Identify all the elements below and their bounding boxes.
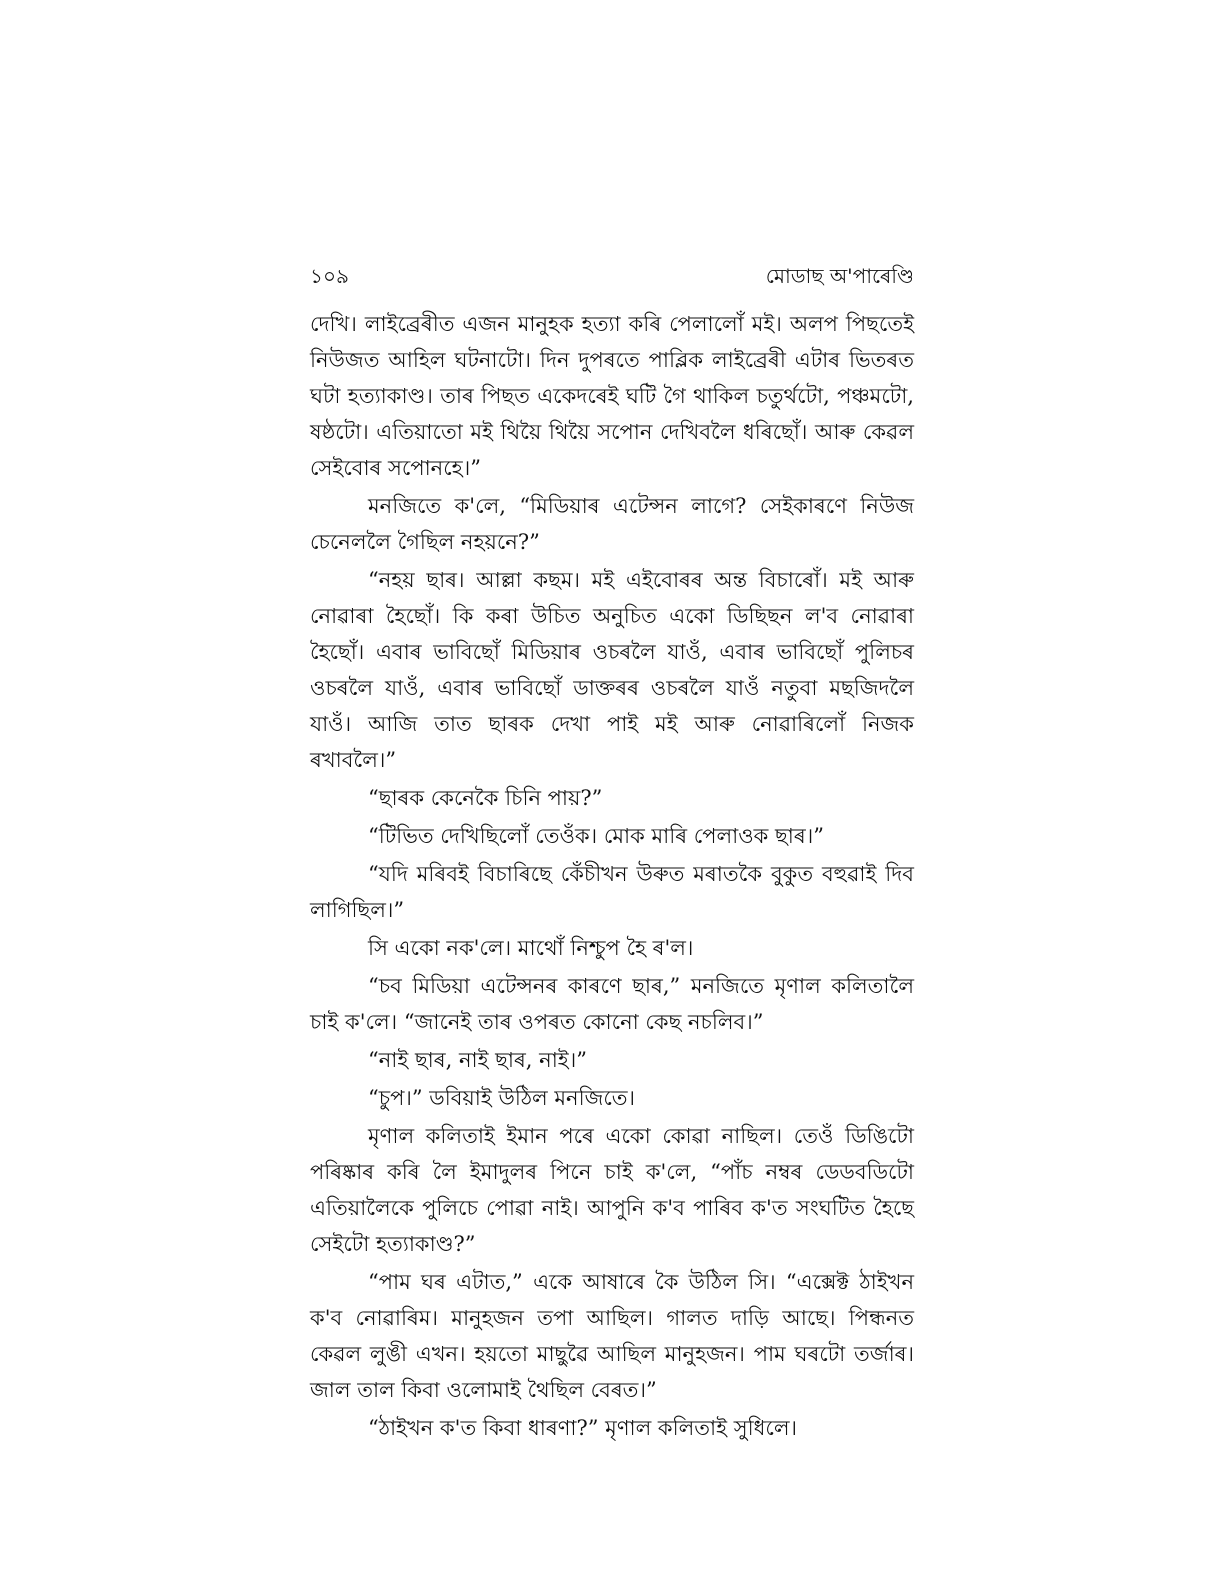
running-title: মোডাছ অ'পাৰেণ্ডি — [765, 264, 914, 288]
page-number: ১০৯ — [310, 264, 349, 288]
paragraph-6: “যদি মৰিবই বিচাৰিছে কেঁচীখন উৰুত মৰাতকৈ বুকুত বহুৱাই দিব লাগিছিল।” — [310, 862, 914, 922]
paragraph-8: “চব মিডিয়া এটেন্সনৰ কাৰণে ছাৰ,” মনজিতে মৃণাল কলিতালৈ চাই ক'লে। “জানেই তাৰ ওপৰত কোনো কেছ নচলিব।” — [310, 974, 914, 1034]
paragraph-7: সি একো নক'লে। মাথোঁ নিশ্চুপ হৈ ৰ'ল। — [368, 936, 694, 960]
paragraph-13: “ঠাইখন ক'ত কিবা ধাৰণা?” মৃণাল কলিতাই সুধিলে। — [368, 1416, 797, 1440]
paragraph-5: “টিভিত দেখিছিলোঁ তেওঁক। মোক মাৰি পেলাওক ছাৰ।” — [368, 824, 824, 848]
paragraph-10: “চুপ।” ডবিয়াই উঠিল মনজিতে। — [368, 1086, 636, 1110]
page-header — [310, 262, 914, 292]
paragraph-3: “নহয় ছাৰ। আল্লা কছম। মই এইবোৰৰ অন্ত বিচাৰোঁ। মই আৰু নোৱাৰা হৈছোঁ। কি কৰা উচিত অনুচিত একো ডিছিছন ল'ব নোৱাৰা হৈছোঁ। এবাৰ ভাবিছোঁ মিডিয়াৰ ওচৰলৈ যাওঁ, এবাৰ ভাবিছোঁ পুলিচৰ ওচৰলৈ যাওঁ, এবাৰ ভাবিছোঁ ডাক্তৰৰ ওচৰলৈ যাওঁ নতুবা মছজিদলৈ যাওঁ। আজি তাত ছাৰক দেখা পাই মই আৰু নোৱাৰিলোঁ নিজক ৰখাবলৈ।” — [310, 568, 914, 772]
paragraph-11: মৃণাল কলিতাই ইমান পৰে একো কোৱা নাছিল। তেওঁ ডিঙিটো পৰিষ্কাৰ কৰি লৈ ইমাদুলৰ পিনে চাই ক'লে, “পাঁচ নম্বৰ ডেডবডিটো এতিয়ালৈকে পুলিচে পোৱা নাই। আপুনি ক'ব পাৰিব ক'ত সংঘটিত হৈছে সেইটো হত্যাকাণ্ড?” — [310, 1124, 914, 1256]
paragraph-2: মনজিতে ক'লে, “মিডিয়াৰ এটেন্সন লাগে? সেইকাৰণে নিউজ চেনেললৈ গৈছিল নহয়নে?” — [310, 494, 914, 554]
paragraph-4: “ছাৰক কেনেকৈ চিনি পায়?” — [368, 786, 603, 810]
paragraph-9: “নাই ছাৰ, নাই ছাৰ, নাই।” — [368, 1048, 587, 1072]
text-body — [310, 306, 914, 1448]
paragraph-12: “পাম ঘৰ এটাত,” একে আষাৰে কৈ উঠিল সি। “এক্সেক্ট ঠাইখন ক'ব নোৱাৰিম। মানুহজন তপা আছিল। গালত দাড়ি আছে। পিন্ধনত কেৱল লুঙী এখন। হয়তো মাছুৱৈ আছিল মানুহজন। পাম ঘৰটো তৰ্জাৰ। জাল তাল কিবা ওলোমাই থৈছিল বেৰত।” — [310, 1270, 914, 1402]
paragraph-1: দেখি। লাইব্ৰেৰীত এজন মানুহক হত্যা কৰি পেলালোঁ মই। অলপ পিছতেই নিউজত আহিল ঘটনাটো। দিন দুপৰতে পাব্লিক লাইব্ৰেৰী এটাৰ ভিতৰত ঘটা হত্যাকাণ্ড। তাৰ পিছত একেদৰেই ঘটি গৈ থাকিল চতুৰ্থটো, পঞ্চমটো, ষষ্ঠটো। এতিয়াতো মই থিয়ৈ থিয়ৈ সপোন দেখিবলৈ ধৰিছোঁ। আৰু কেৱল সেইবোৰ সপোনহে।” — [310, 312, 914, 480]
